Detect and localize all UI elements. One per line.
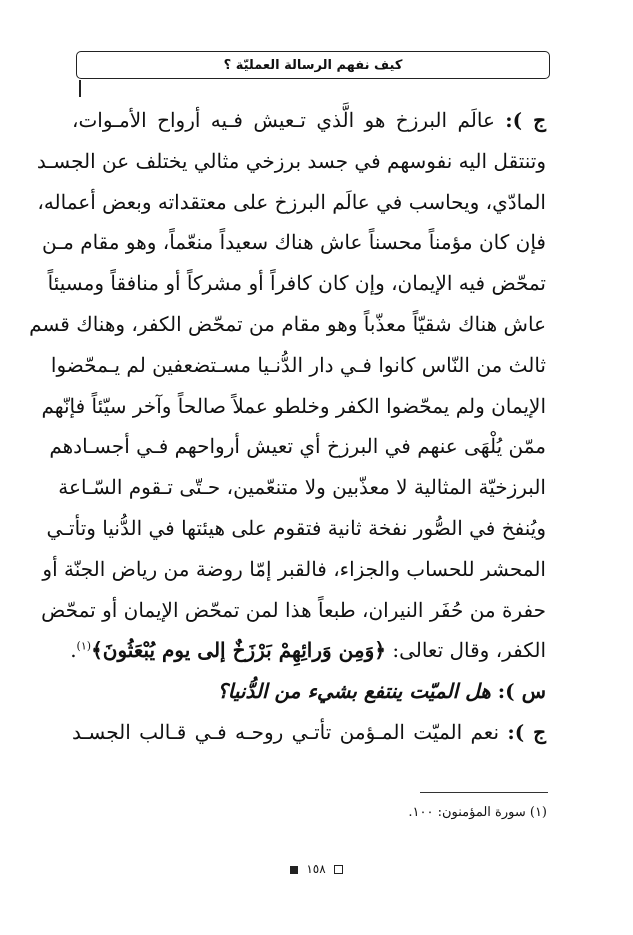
text-line: وتنتقل اليه نفوسهم في جسد برزخي مثالي يختلف عن الجسـد xyxy=(36,148,546,173)
verse-line xyxy=(72,630,546,671)
text-line xyxy=(72,100,546,141)
quran-verse: ﴿وَمِن وَرائِهِمْ بَرْزَخٌ إلى يوم يُبْعَثُونَ﴾ xyxy=(91,638,386,663)
question-line xyxy=(72,671,546,712)
footnote: (١) سورة المؤمنون: ١٠٠. xyxy=(408,805,547,820)
filled-square-icon xyxy=(290,866,298,874)
body-text xyxy=(29,100,547,753)
page-number: ١٥٨ xyxy=(306,862,326,876)
footnote-divider xyxy=(420,792,548,793)
text-line: المادّي، ويحاسب في عالَم البرزخ على معتقداته وبعض أعماله، xyxy=(37,189,546,214)
header-box xyxy=(76,51,550,79)
text-line: فإن كان مؤمناً محسناً عاش هناك سعيداً منعّماً، وهو مقام مـن xyxy=(42,230,546,255)
answer-line xyxy=(72,712,546,753)
header-side-rule xyxy=(79,80,81,97)
text-line: ثالث من النّاس كانوا فـي دار الدُّنـيا مسـتضعفين لم يـمحّضوا xyxy=(50,352,546,377)
footnote-ref: (١) xyxy=(76,639,92,653)
text-line: ممّن يُلْهَى عنهم في البرزخ أي تعيش أرواحهم فـي أجسـادهم xyxy=(49,434,546,459)
answer-text: نعم الميّت المـؤمن تأتـي روحـه فـي قـالب الجسـد xyxy=(72,719,508,744)
verse-prefix: الكفر، وقال تعالى: xyxy=(385,638,546,663)
header-title: كيف نفهم الرسالة العمليّة ؟ xyxy=(223,57,403,73)
question-label: س ): xyxy=(497,679,546,704)
text-line: الإيمان ولم يمحّضوا الكفر وخلطو عملاً صالحاً وآخر سيّئاً فإنّهم xyxy=(41,393,546,418)
verse-suffix: . xyxy=(70,638,77,663)
page-footer xyxy=(0,862,633,876)
question-text: هل الميّت ينتفع بشيء من الدُّنيا؟ xyxy=(217,679,498,704)
empty-square-icon xyxy=(334,865,343,874)
text-line: عاش هناك شقيّاً معذّباً وهو مقام من تمحّض الكفر، وهناك قسم xyxy=(29,311,546,336)
text-line: حفرة من حُفَر النيران، طبعاً هذا لمن تمحّض الإيمان أو تمحّض xyxy=(41,597,546,622)
text-line: المحشر للحساب والجزاء، فالقبر إمّا روضة من رياض الجنّة أو xyxy=(42,556,546,581)
text-line: تمحّض فيه الإيمان، وإن كان كافراً أو مشركاً أو منافقاً ومسيئاً xyxy=(47,271,546,296)
text-line: البرزخيّة المثالية لا معذّبين ولا متنعّمين، حـتّى تـقوم السّـاعة xyxy=(58,475,546,500)
line-text: عالَم البرزخ هو الَّذي تـعيش فـيه أرواح الأمـوات، xyxy=(72,108,506,132)
text-line: ويُنفخ في الصُّور نفخة ثانية فتقوم على هيئتها في الدُّنيا وتأتـي xyxy=(46,515,546,540)
answer-label: ج ): xyxy=(507,719,546,744)
answer-label: ج ): xyxy=(505,108,547,132)
